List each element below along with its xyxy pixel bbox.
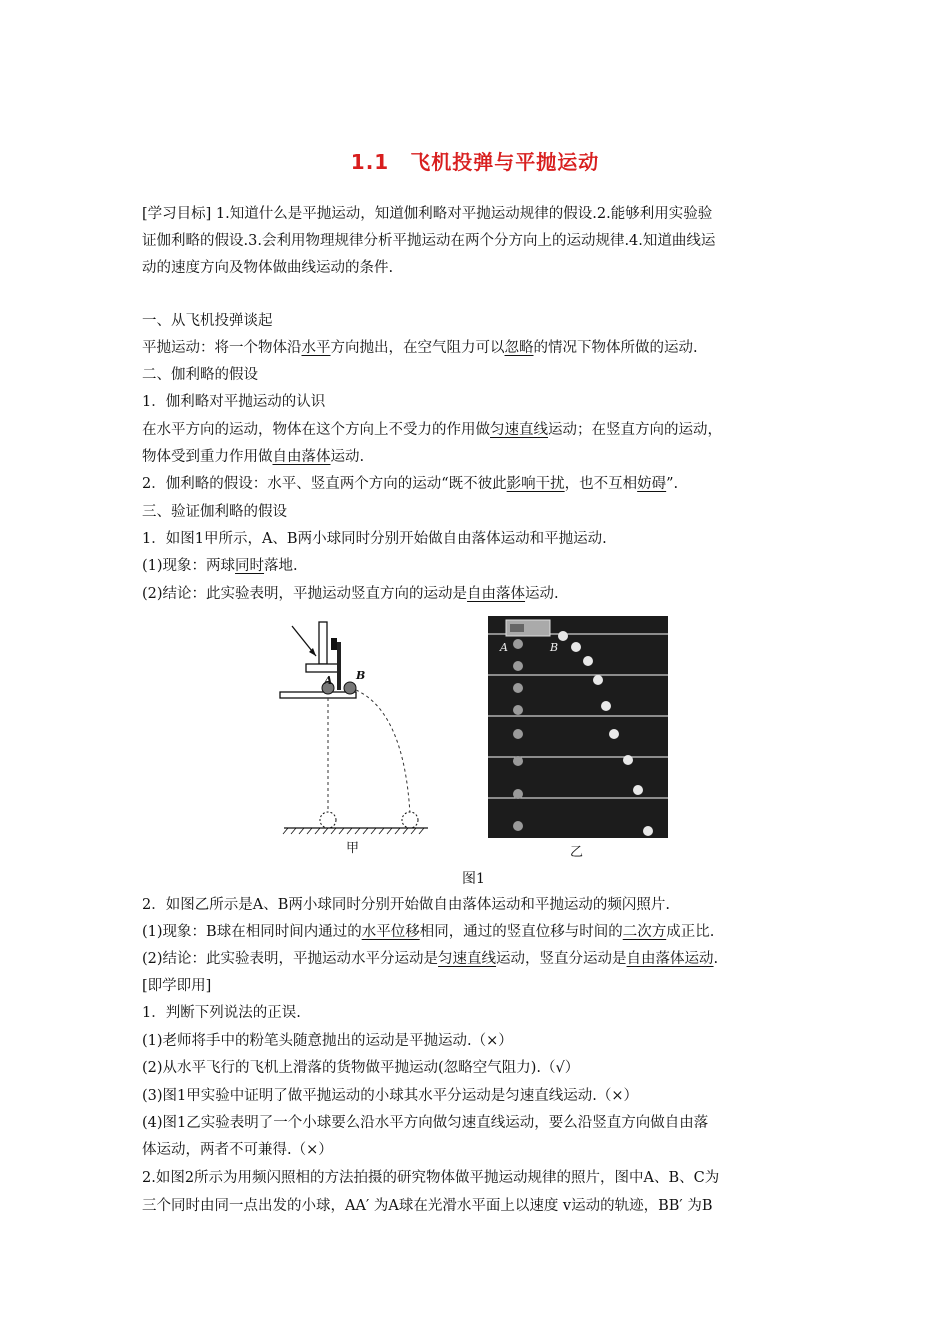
photo-ball-b-label: B <box>550 641 559 654</box>
section-4-line-7: (1)现象：B球在相同时间内通过的水平位移相同，通过的竖直位移与时间的二次方成正比. <box>142 924 715 940</box>
figure-yi-photo <box>488 616 668 858</box>
section-2-point-1: 1．伽利略对平抛运动的认识 <box>142 394 326 410</box>
section-3-point-1: 1．如图1甲所示，A、B两小球同时分别开始做自由落体运动和平抛运动. <box>142 531 607 547</box>
goals-line-1: [学习目标] 1.知道什么是平抛运动，知道伽利略对平抛运动规律的假设.2.能够利用实验验 <box>142 206 713 222</box>
practice-item-2: (2)从水平飞行的飞机上滑落的货物做平抛运动(忽略空气阻力).（√） <box>142 1060 580 1076</box>
section-2-line-2: 在水平方向的运动，物体在这个方向上不受力的作用做匀速直线运动；在竖直方向的运动， <box>142 422 722 438</box>
section-2-line-4: 2．伽利略的假设：水平、竖直两个方向的运动“既不彼此影响干扰，也不互相妨碍”. <box>142 476 679 492</box>
figure-jia-label: 甲 <box>346 841 360 856</box>
section-4-point-2: 2．如图乙所示是A、B两小球同时分别开始做自由落体运动和平抛运动的频闪照片. <box>142 897 670 913</box>
practice-item-4-line-1: (4)图1乙实验表明了一个小球要么沿水平方向做匀速直线运动，要么沿竖直方向做自由落 <box>142 1115 709 1131</box>
practice-question-2-line-1: 2.如图2所示为用频闪照相的方法拍摄的研究物体做平抛运动规律的照片，图中A、B、C为 <box>142 1170 720 1186</box>
practice-item-4-line-2: 体运动，两者不可兼得.（×） <box>142 1142 333 1158</box>
practice-item-3: (3)图1甲实验中证明了做平抛运动的小球其水平分运动是匀速直线运动.（×） <box>142 1088 639 1104</box>
section-3-line-6: (2)结论：此实验表明，平抛运动竖直方向的运动是自由落体运动. <box>142 586 559 602</box>
section-1-heading: 一、从飞机投弹谈起 <box>142 313 273 329</box>
photo-ball-a-label: A <box>500 641 508 654</box>
section-2-heading: 二、伽利略的假设 <box>142 367 258 383</box>
section-3-heading: 三、验证伽利略的假设 <box>142 504 287 520</box>
practice-question-2-line-2: 三个同时由同一点出发的小球，AA′ 为A球在光滑水平面上以速度 v运动的轨迹，BB′ 为B <box>142 1198 713 1214</box>
goals-line-2: 证伽利略的假设.3.会利用物理规律分析平抛运动在两个分方向上的运动规律.4.知道曲线运 <box>142 233 716 249</box>
figure-1-caption: 图1 <box>462 871 485 887</box>
figure-yi-label: 乙 <box>570 845 584 858</box>
ball-a-label: A <box>324 674 333 687</box>
practice-item-1: (1)老师将手中的粉笔头随意抛出的运动是平抛运动.（×） <box>142 1033 513 1049</box>
figure-jia-apparatus <box>276 612 436 862</box>
definition-line: 平抛运动：将一个物体沿水平方向抛出，在空气阻力可以忽略的情况下物体所做的运动. <box>142 340 698 356</box>
practice-question-1: 1．判断下列说法的正误. <box>142 1005 301 1021</box>
section-2-line-3: 物体受到重力作用做自由落体运动. <box>142 449 365 465</box>
practice-heading: [即学即用] <box>142 978 212 994</box>
page-title: 1.1 飞机投弹与平抛运动 <box>350 150 600 174</box>
section-3-line-5: (1)现象：两球同时落地. <box>142 558 298 574</box>
ball-b-label: B <box>356 669 366 682</box>
goals-line-3: 动的速度方向及物体做曲线运动的条件. <box>142 260 394 276</box>
section-4-line-8: (2)结论：此实验表明，平抛运动水平分运动是匀速直线运动，竖直分运动是自由落体运动. <box>142 951 719 967</box>
